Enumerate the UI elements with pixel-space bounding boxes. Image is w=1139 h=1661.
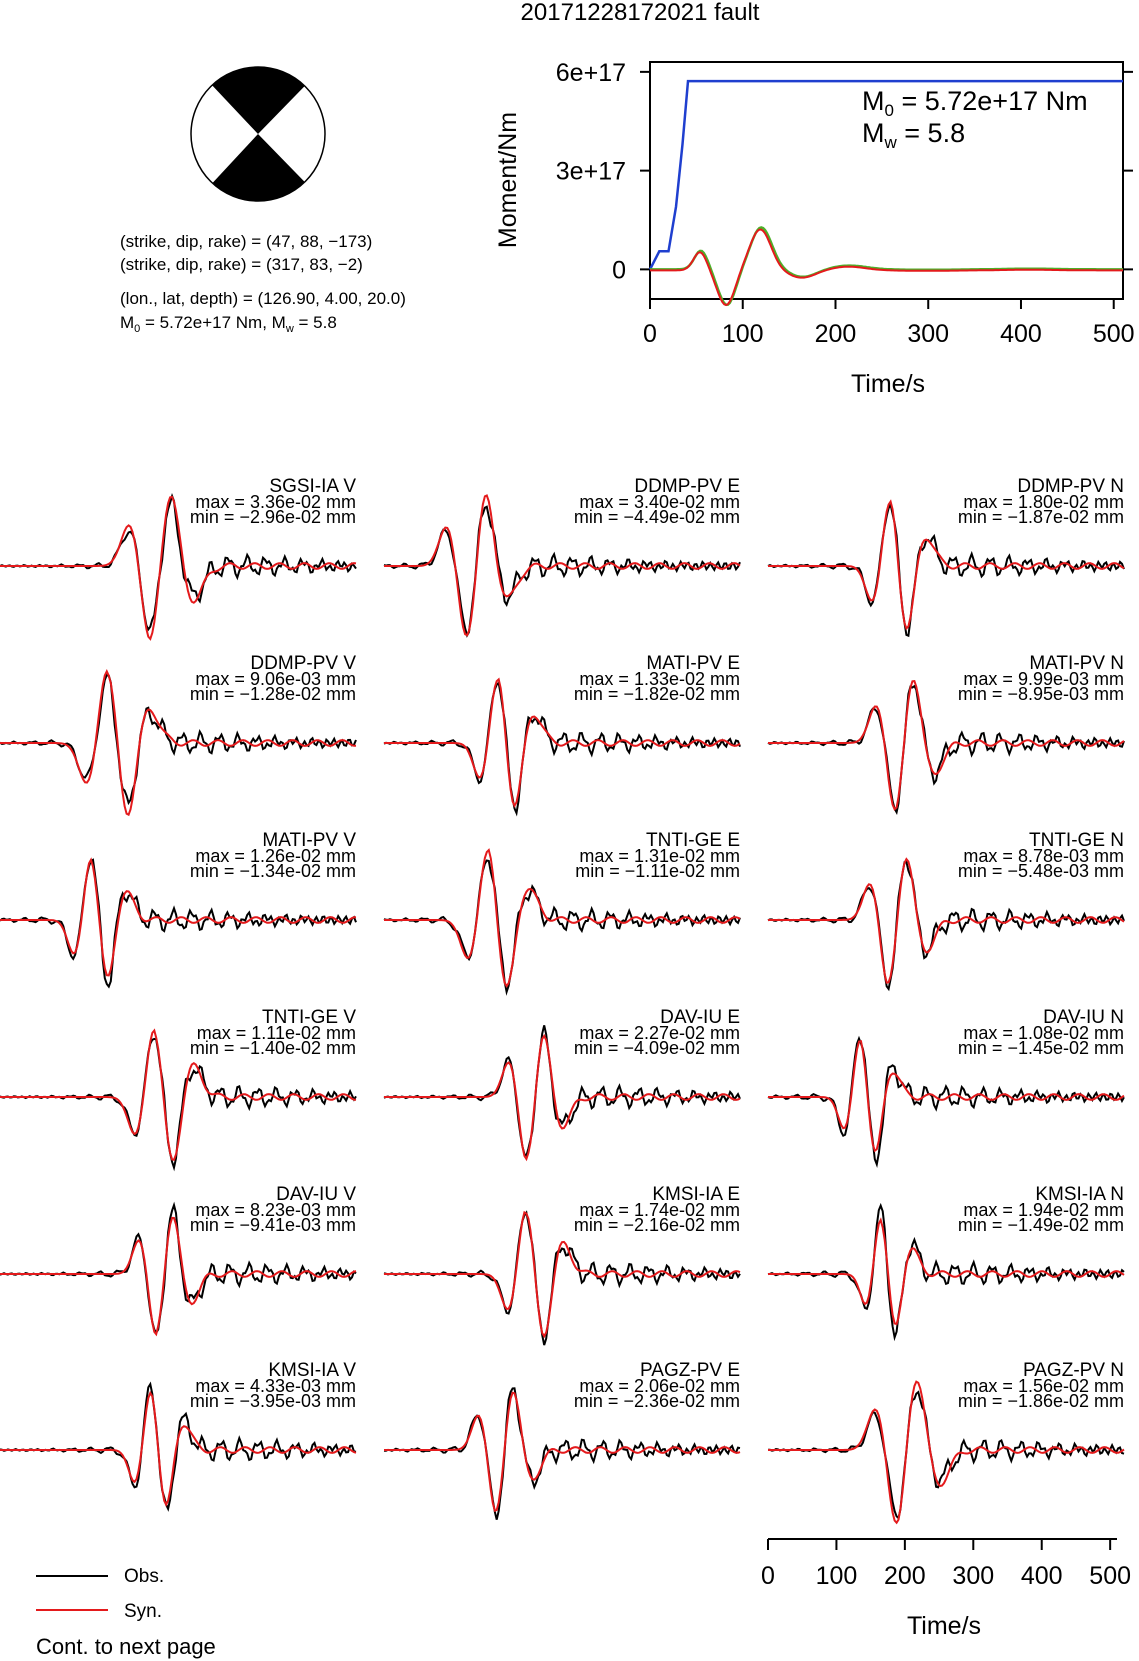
max-amplitude-label: max = 8.23e-03 mm xyxy=(195,1200,356,1220)
waveform-panel xyxy=(0,476,356,639)
min-amplitude-label: min = −1.82e-02 mm xyxy=(573,684,740,704)
min-amplitude-label: min = −3.95e-03 mm xyxy=(189,1391,356,1411)
moment-plot xyxy=(494,59,1135,398)
min-amplitude-label: min = −1.86e-02 mm xyxy=(957,1391,1124,1411)
legend-obs-label: Obs. xyxy=(124,1566,165,1587)
max-amplitude-label: max = 1.56e-02 mm xyxy=(963,1376,1124,1396)
max-amplitude-label: max = 9.99e-03 mm xyxy=(963,669,1124,689)
mechanism-plane-1: (strike, dip, rake) = (47, 88, −173) xyxy=(120,232,373,251)
synthetic-trace xyxy=(768,1220,1124,1324)
waveform-panel xyxy=(0,830,356,987)
min-amplitude-label: min = −1.45e-02 mm xyxy=(957,1038,1124,1058)
beachball-icon xyxy=(191,67,325,201)
waveform-panel xyxy=(384,476,740,635)
station-label: DDMP-PV V xyxy=(250,653,356,674)
min-amplitude-label: min = −1.11e-02 mm xyxy=(575,861,740,881)
station-label: KMSI-IA V xyxy=(268,1360,356,1381)
waveform-panel xyxy=(384,1007,740,1159)
observed-trace xyxy=(768,686,1124,812)
max-amplitude-label: max = 3.40e-02 mm xyxy=(579,492,740,512)
moment-y-tick-label: 3e+17 xyxy=(555,157,626,186)
max-amplitude-label: max = 1.31e-02 mm xyxy=(579,846,740,866)
min-amplitude-label: min = −5.48e-03 mm xyxy=(957,861,1124,881)
min-amplitude-label: min = −1.49e-02 mm xyxy=(957,1215,1124,1235)
min-amplitude-label: min = −8.95e-03 mm xyxy=(957,684,1124,704)
moment-x-tick-label: 500 xyxy=(1092,320,1135,348)
moment-x-ticks xyxy=(643,299,1135,348)
moment-x-tick-label: 200 xyxy=(814,320,857,348)
bottom-x-tick-label: 0 xyxy=(761,1562,775,1590)
mechanism-plane-2: (strike, dip, rake) = (317, 83, −2) xyxy=(120,255,363,274)
legend-syn-label: Syn. xyxy=(124,1601,163,1622)
station-label: TNTI-GE E xyxy=(646,830,740,851)
station-label: TNTI-GE N xyxy=(1029,830,1124,851)
min-amplitude-label: min = −1.34e-02 mm xyxy=(189,861,356,881)
station-label: KMSI-IA N xyxy=(1035,1184,1124,1205)
max-amplitude-label: max = 1.33e-02 mm xyxy=(579,669,740,689)
min-amplitude-label: min = −4.09e-02 mm xyxy=(573,1038,740,1058)
station-label: MATI-PV V xyxy=(262,830,356,851)
moment-x-tick-label: 300 xyxy=(907,320,950,348)
max-amplitude-label: max = 9.06e-03 mm xyxy=(195,669,356,689)
station-label: TNTI-GE V xyxy=(262,1007,356,1028)
max-amplitude-label: max = 1.94e-02 mm xyxy=(963,1200,1124,1220)
max-amplitude-label: max = 2.06e-02 mm xyxy=(579,1376,740,1396)
waveform-panel xyxy=(768,830,1124,989)
waveform-panel xyxy=(0,1007,356,1168)
waveform-panel xyxy=(768,1007,1124,1164)
max-amplitude-label: max = 1.11e-02 mm xyxy=(196,1023,356,1043)
max-amplitude-label: max = 1.26e-02 mm xyxy=(195,846,356,866)
moment-mw-annotation: $M_w = 5.8$ xyxy=(862,118,966,152)
min-amplitude-label: min = −2.16e-02 mm xyxy=(573,1215,740,1235)
moment-x-tick-label: 100 xyxy=(721,320,764,348)
waveform-panel xyxy=(0,1184,356,1334)
min-amplitude-label: min = −1.87e-02 mm xyxy=(957,507,1124,527)
station-label: DDMP-PV N xyxy=(1017,476,1124,497)
bottom-x-tick-label: 200 xyxy=(884,1562,926,1590)
hypocenter-text: (lon., lat, depth) = (126.90, 4.00, 20.0) xyxy=(120,289,406,308)
station-label: DAV-IU N xyxy=(1043,1007,1124,1028)
waveform-panel xyxy=(384,1184,740,1345)
bottom-x-tick-label: 300 xyxy=(952,1562,995,1590)
station-label: KMSI-IA E xyxy=(652,1184,740,1205)
station-label: DDMP-PV E xyxy=(634,476,740,497)
bottom-time-axis xyxy=(761,1539,1131,1640)
station-label: PAGZ-PV N xyxy=(1023,1360,1124,1381)
min-amplitude-label: min = −2.36e-02 mm xyxy=(573,1391,740,1411)
bottom-x-ticks xyxy=(761,1539,1131,1590)
max-amplitude-label: max = 8.78e-03 mm xyxy=(963,846,1124,866)
moment-y-tick-label: 0 xyxy=(612,256,626,285)
max-amplitude-label: max = 3.36e-02 mm xyxy=(195,492,356,512)
waveform-panel xyxy=(0,653,356,815)
figure-title: 20171228172021 fault xyxy=(520,0,760,26)
min-amplitude-label: min = −2.96e-02 mm xyxy=(189,507,356,527)
max-amplitude-label: max = 1.80e-02 mm xyxy=(963,492,1124,512)
station-label: PAGZ-PV E xyxy=(640,1360,740,1381)
max-amplitude-label: max = 2.27e-02 mm xyxy=(579,1023,740,1043)
station-label: MATI-PV E xyxy=(646,653,740,674)
waveform-panel xyxy=(384,1360,740,1520)
min-amplitude-label: min = −1.40e-02 mm xyxy=(189,1038,356,1058)
waveform-panel xyxy=(768,1184,1124,1337)
bottom-x-tick-label: 100 xyxy=(815,1562,858,1590)
moment-y-axis-label: Moment/Nm xyxy=(494,111,522,249)
waveform-panel xyxy=(384,830,740,992)
min-amplitude-label: min = −4.49e-02 mm xyxy=(573,507,740,527)
waveform-panel xyxy=(384,653,740,813)
footer-note: Cont. to next page xyxy=(36,1634,216,1659)
moment-m0-annotation: $M_0 = 5.72e+17$ Nm xyxy=(862,86,1088,120)
waveform-panel xyxy=(0,1360,356,1509)
waveform-panel xyxy=(768,476,1124,636)
station-label: DAV-IU E xyxy=(660,1007,740,1028)
max-amplitude-label: max = 1.74e-02 mm xyxy=(579,1200,740,1220)
bottom-x-tick-label: 400 xyxy=(1020,1562,1063,1590)
moment-x-tick-label: 400 xyxy=(1000,320,1042,348)
waveform-panel xyxy=(768,653,1124,812)
max-amplitude-label: max = 1.08e-02 mm xyxy=(963,1023,1124,1043)
min-amplitude-label: min = −9.41e-03 mm xyxy=(189,1215,356,1235)
min-amplitude-label: min = −1.28e-02 mm xyxy=(189,684,356,704)
station-label: SGSI-IA V xyxy=(269,476,356,497)
rate-curve-green xyxy=(650,227,1123,304)
legend xyxy=(36,1566,164,1622)
moment-x-tick-label: 0 xyxy=(643,320,657,348)
max-amplitude-label: max = 4.33e-03 mm xyxy=(195,1376,356,1396)
moment-magnitude-text: $M_0 = 5.72e+17$ Nm, $M_w = 5.8$ xyxy=(120,313,337,335)
bottom-x-tick-label: 500 xyxy=(1089,1562,1132,1590)
observed-trace xyxy=(768,1392,1124,1518)
station-label: DAV-IU V xyxy=(276,1184,356,1205)
moment-y-tick-label: 6e+17 xyxy=(555,58,626,87)
waveform-panels xyxy=(0,476,1124,1523)
waveform-panel xyxy=(768,1360,1124,1523)
moment-x-axis-label: Time/s xyxy=(850,370,926,398)
station-label: MATI-PV N xyxy=(1029,653,1124,674)
bottom-x-axis-label: Time/s xyxy=(906,1612,982,1640)
